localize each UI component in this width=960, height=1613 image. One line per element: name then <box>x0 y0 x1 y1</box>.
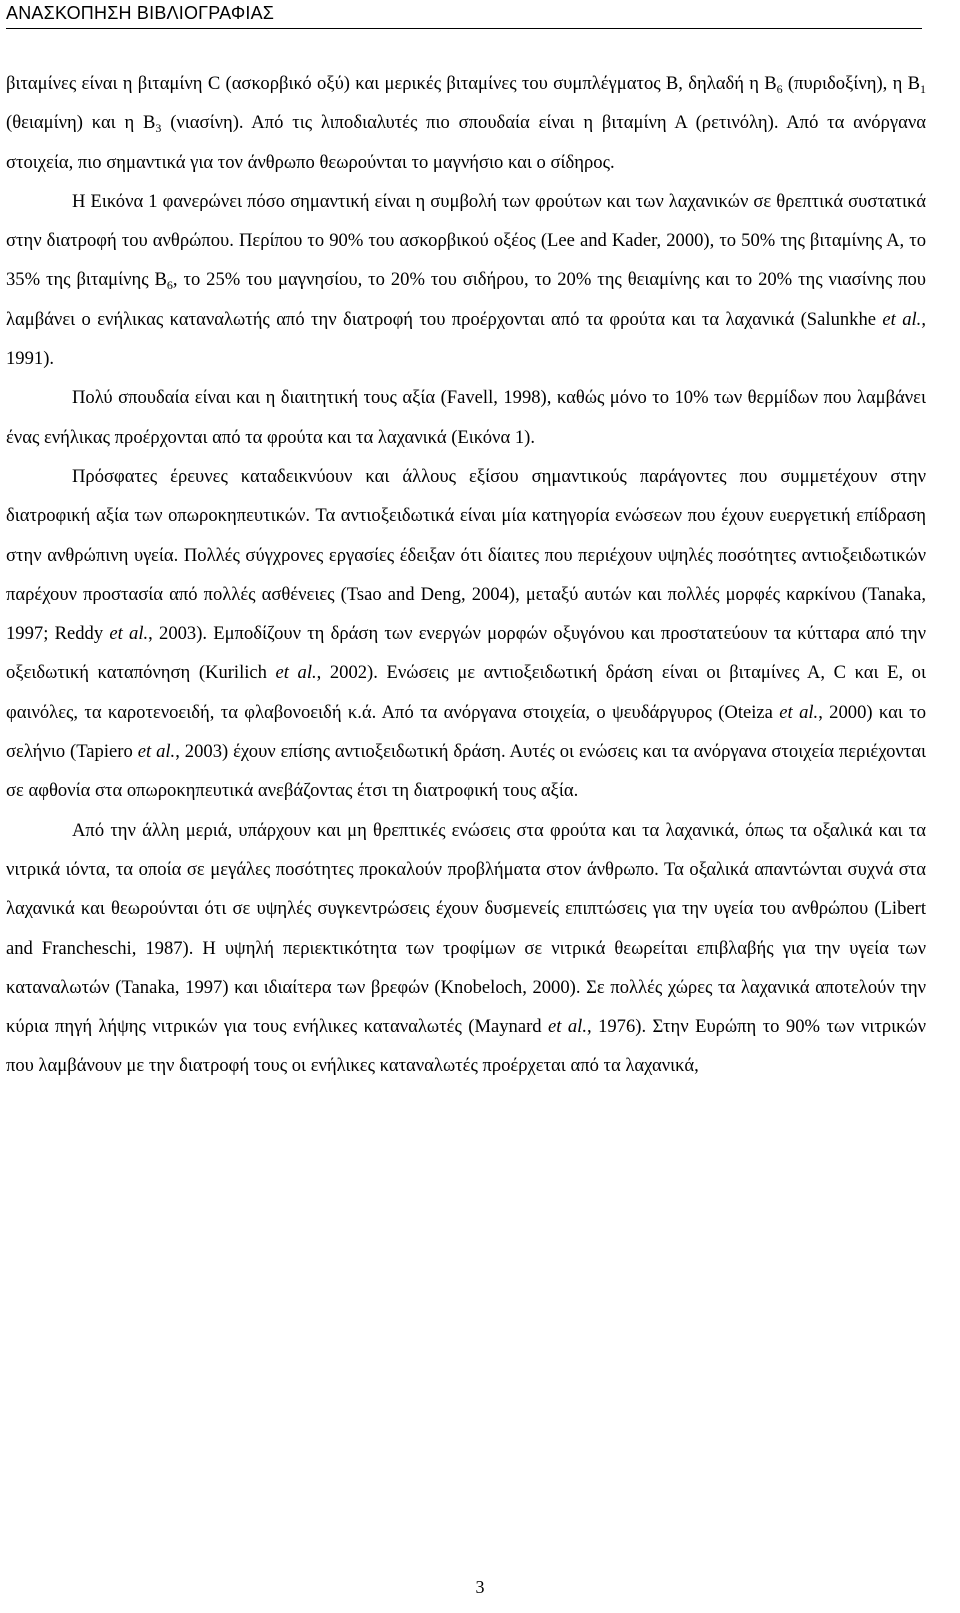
italic-run: et al. <box>779 701 819 723</box>
text-run: , 2003) έχουν επίσης αντιοξειδωτική δράση. Αυτές οι ενώσεις και τα ανόργανα στοιχεία περιέχονται σε αφθονία στα οπωροκηπευτικά ανεβάζοντας έτσι τη διατροφική τους αξία. <box>6 741 926 802</box>
text-run: Πρόσφατες έρευνες καταδεικνύουν και άλλους εξίσου σημαντικούς παράγοντες που συμμετέχουν στην διατροφική αξία των οπωροκηπευτικών. Τα αντιοξειδωτικά είναι μία κατηγορία ενώσεων που έχουν ευεργετική επίδραση στην ανθρώπινη υγεία. Πολλές σύγχρονες εργασίες έδειξαν ότι δίαιτες που περιέχουν υψηλές ποσότητες αντιοξειδωτικών παρέχουν προστασία από πολλές ασθένειες (Tsao and Deng, 2004), μεταξύ αυτών και πολλές μορφές καρκίνου (Tanaka, 1997; Reddy <box>6 465 926 645</box>
subscript: 6 <box>166 278 173 293</box>
body-text <box>6 64 926 1086</box>
paragraph-1 <box>6 64 926 182</box>
paragraph-2 <box>6 182 926 378</box>
italic-run: et al. <box>882 308 922 330</box>
italic-run: et al. <box>109 623 149 645</box>
text-run: Πολύ σπουδαία είναι και η διαιτητική τους αξία (Favell, 1998), καθώς μόνο το 10% των θερμίδων που λαμβάνει ένας ενήλικας προέρχονται από τα φρούτα και τα λαχανικά (Εικόνα 1). <box>6 387 926 448</box>
italic-run: et al. <box>548 1016 587 1038</box>
text-run: Από την άλλη μεριά, υπάρχουν και μη θρεπτικές ενώσεις στα φρούτα και τα λαχανικά, όπως τα οξαλικά και τα νιτρικά ιόντα, τα οποία σε μεγάλες ποσότητες προκαλούν προβλήματα στον άνθρωπο. Τα οξαλικά απαντώνται συχνά στα λαχανικά και θεωρούνται ότι σε υψηλές συγκεντρώσεις έχουν δυσμενείς επιπτώσεις για την υγεία του ανθρώπου (Libert and Francheschi, 1987). Η υψηλή περιεκτικότητα των τροφίμων σε νιτρικά θεωρείται επιβλαβής για την υγεία των καταναλωτών (Tanaka, 1997) και ιδιαίτερα των βρεφών (Knobeloch, 2000). Σε πολλές χώρες τα λαχανικά αποτελούν την κύρια πηγή λήψης νιτρικών για τους ενήλικες καταναλωτές (Maynard <box>6 819 926 1038</box>
text-run: (νιασίνη). Από τις λιποδιαλυτές πιο σπουδαία είναι η βιταμίνη Α (ρετινόλη). Από τα ανόργανα στοιχεία, πιο σημαντικά για τον άνθρωπο θεωρούνται το μαγνήσιο και ο σίδηρος. <box>6 112 926 173</box>
text-run: , το 25% του μαγνησίου, το 20% του σιδήρου, το 20% της θειαμίνης και το 20% της νιασίνης που λαμβάνει ο ενήλικας καταναλωτής από την διατροφή του προέρχονται από τα φρούτα και τα λαχανικά (Salunkhe <box>6 269 926 330</box>
italic-run: et al. <box>275 662 317 684</box>
subscript: 6 <box>776 82 783 96</box>
subscript: 1 <box>920 82 926 96</box>
subscript: 3 <box>155 121 162 136</box>
running-header <box>6 0 922 29</box>
text-run: Η Εικόνα 1 φανερώνει πόσο σημαντική είναι η συμβολή των φρούτων και των λαχανικών σε θρεπτικά συστατικά στην διατροφή του ανθρώπου. Περίπου το 90% του ασκορβικού οξέος (Lee and Kader, 2000), το 50% της βιταμίνης Α, το 35% της βιταμίνης Β <box>6 190 926 291</box>
page-number: 3 <box>475 1577 485 1597</box>
text-run: , 1976). Στην Ευρώπη το 90% των νιτρικών που λαμβάνουν με την διατροφή τους οι ενήλικες καταναλωτές προέρχεται από τα λαχανικά, <box>6 1016 927 1077</box>
text-run: , 1991). <box>6 308 926 370</box>
text-run: , 2003). Εμποδίζουν τη δράση των ενεργών μορφών οξυγόνου και προστατεύουν τα κύτταρα από την οξειδωτική καταπόνηση (Kurilich <box>6 623 926 684</box>
paragraph-4 <box>6 457 926 811</box>
header-title: ΑΝΑΣΚΟΠΗΣΗ ΒΙΒΛΙΟΓΡΑΦΙΑΣ <box>6 3 275 23</box>
paragraph-5 <box>6 811 926 1086</box>
text-run: , 2002). Ενώσεις με αντιοξειδωτική δράση είναι οι βιταμίνες Α, C και Ε, οι φαινόλες, τα καροτενοειδή, τα φλαβονοειδή κ.ά. Από τα ανόργανα στοιχεία, ο ψευδάργυρος (Oteiza <box>6 662 926 723</box>
text-run: , 2000) και το σελήνιο (Tapiero <box>6 701 926 763</box>
paragraph-3 <box>6 378 926 457</box>
text-run: βιταμίνες είναι η βιταμίνη C (ασκορβικό οξύ) και μερικές βιταμίνες του συμπλέγματος Β, δηλαδή η Β <box>6 73 777 94</box>
text-run: (πυριδοξίνη), η Β <box>782 73 920 94</box>
italic-run: et al. <box>137 741 176 763</box>
text-run: (θειαμίνη) και η Β <box>6 112 156 134</box>
